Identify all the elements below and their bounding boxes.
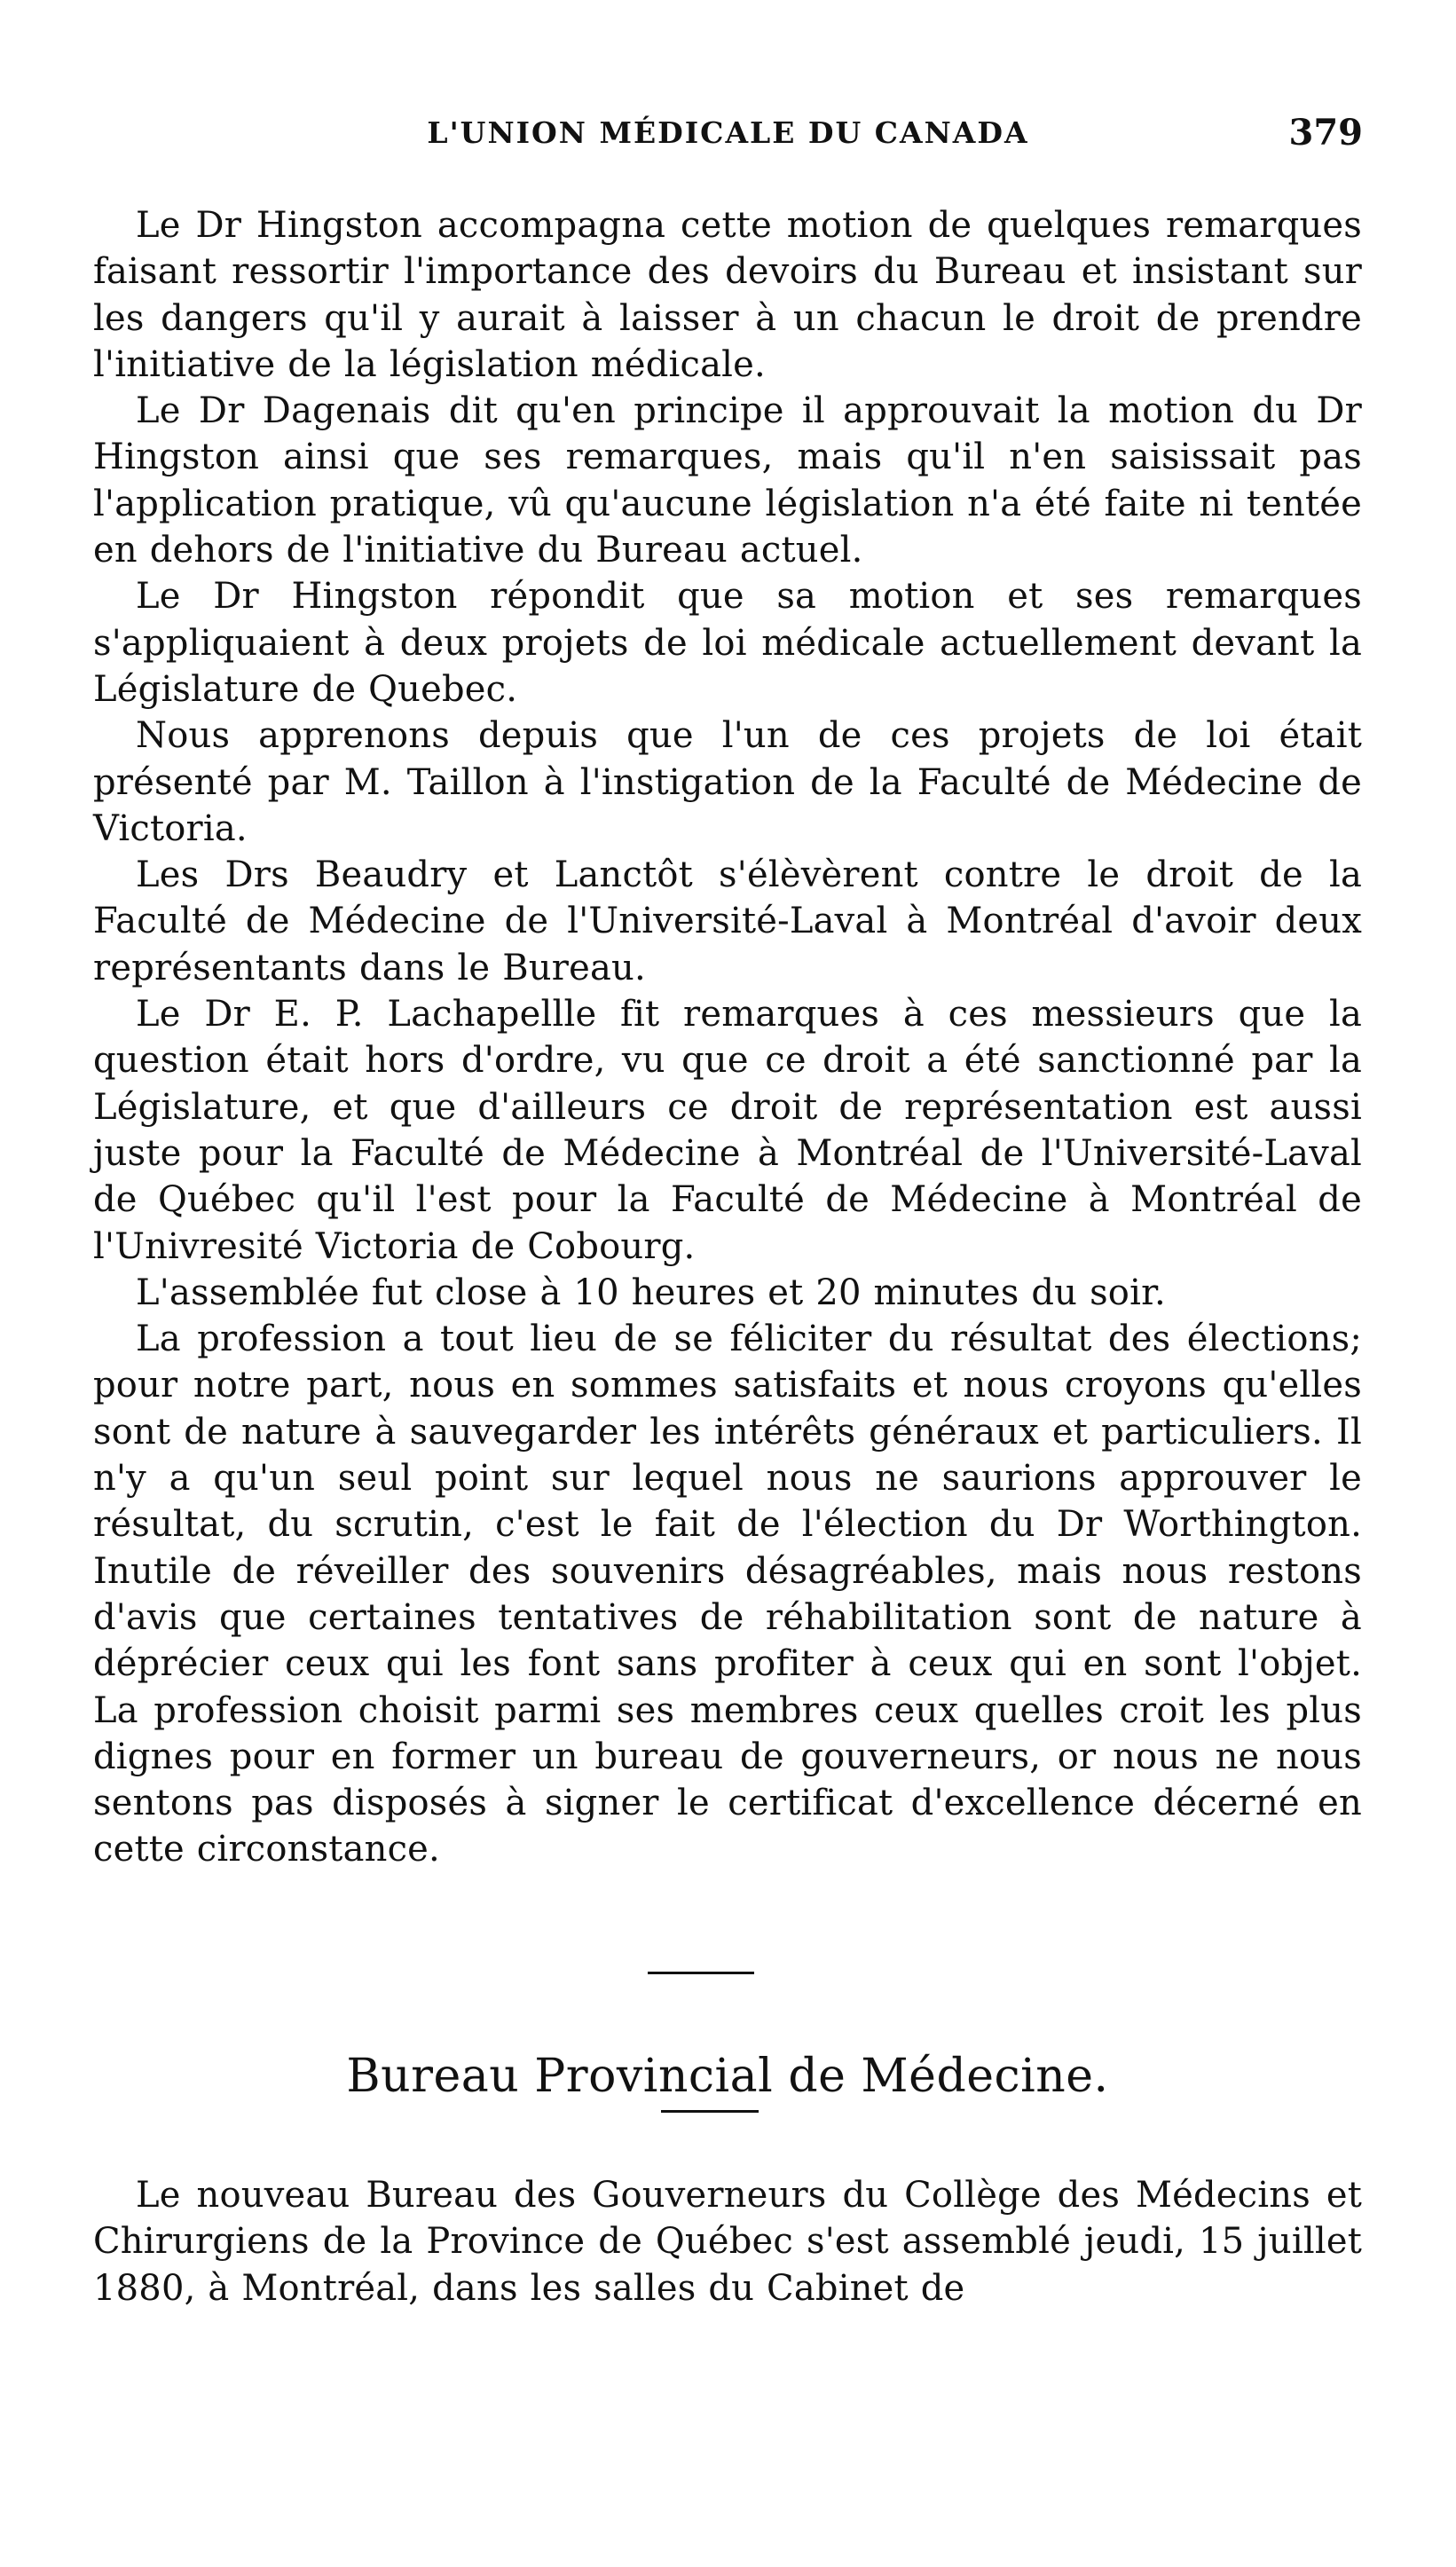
paragraph-beaudry-lanctot: Les Drs Beaudry et Lanctôt s'élèvèrent contre le droit de la Faculté de Médecine de l'Université-Laval à Montréal d'avoir deux représentants dans le Bureau. xyxy=(93,854,1362,988)
paragraph-hingston-response: Le Dr Hingston répondit que sa motion et ses remarques s'appliquaient à deux projets de loi médicale actuellement devant la Législature de Quebec. xyxy=(93,576,1362,710)
paragraph-closing: L'assemblée fut close à 10 heures et 20 minutes du soir. xyxy=(136,1272,1166,1313)
paragraph-dagenais-reply: Le Dr Dagenais dit qu'en principe il approuvait la motion du Dr Hingston ainsi que ses remarques, mais qu'il n'en saisissait pas l'application pratique, vû qu'aucune législation n'a été faite ni tentée en dehors de l'initiative du Bureau actuel. xyxy=(93,390,1362,571)
paragraph-hingston-remarks: Le Dr Hingston accompagna cette motion de quelques remarques faisant ressortir l'importance des devoirs du Bureau et insistant sur les dangers qu'il y aurait à laisser à un chacun le droit de prendre l'initiative de la législation médicale. xyxy=(93,205,1362,385)
section-divider-top xyxy=(648,1972,754,1974)
paragraph-taillon-bill: Nous apprenons depuis que l'un de ces projets de loi était présenté par M. Taillon à l'instigation de la Faculté de Médecine de Victoria. xyxy=(93,715,1362,849)
section-divider-bottom xyxy=(661,2110,759,2113)
paragraph-bureau-meeting: Le nouveau Bureau des Gouverneurs du Collège des Médecins et Chirurgiens de la Province de Québec s'est assemblé jeudi, 15 juillet 1880, à Montréal, dans les salles du Cabinet de xyxy=(93,2175,1362,2309)
running-header xyxy=(93,112,1363,160)
journal-title: L'UNION MÉDICALE DU CANADA xyxy=(427,115,1029,150)
section-body xyxy=(93,2172,1362,2311)
article-body xyxy=(93,202,1362,1873)
paragraph-lachapelle: Le Dr E. P. Lachapellle fit remarques à ces messieurs que la question était hors d'ordre, vu que ce droit a été sanctionné par la Législature, et que d'ailleurs ce droit de représentation est aussi juste pour la Faculté de Médecine à Montréal de l'Université-Laval de Québec qu'il l'est pour la Faculté de Médecine à Montréal de l'Univresité Victoria de Cobourg. xyxy=(93,994,1362,1267)
page-number: 379 xyxy=(1288,112,1363,154)
paragraph-profession-commentary: La profession a tout lieu de se féliciter du résultat des élections; pour notre part, nous en sommes satisfaits et nous croyons qu'elles sont de nature à sauvegarder les intérêts généraux et particuliers. Il n'y a qu'un seul point sur lequel nous ne saurions approuver le résultat, du scrutin, c'est le fait de l'élection du Dr Worthington. Inutile de réveiller des souvenirs désagréables, mais nous restons d'avis que certaines tentatives de réhabilitation sont de nature à déprécier ceux qui les font sans profiter à ceux qui en sont l'objet. La profession choisit parmi ses membres ceux quelles croit les plus dignes pour en former un bureau de gouverneurs, or nous ne nous sentons pas disposés à signer le certificat d'excellence décerné en cette circonstance. xyxy=(93,1319,1362,1870)
section-heading: Bureau Provincial de Médecine. xyxy=(346,2050,1109,2104)
